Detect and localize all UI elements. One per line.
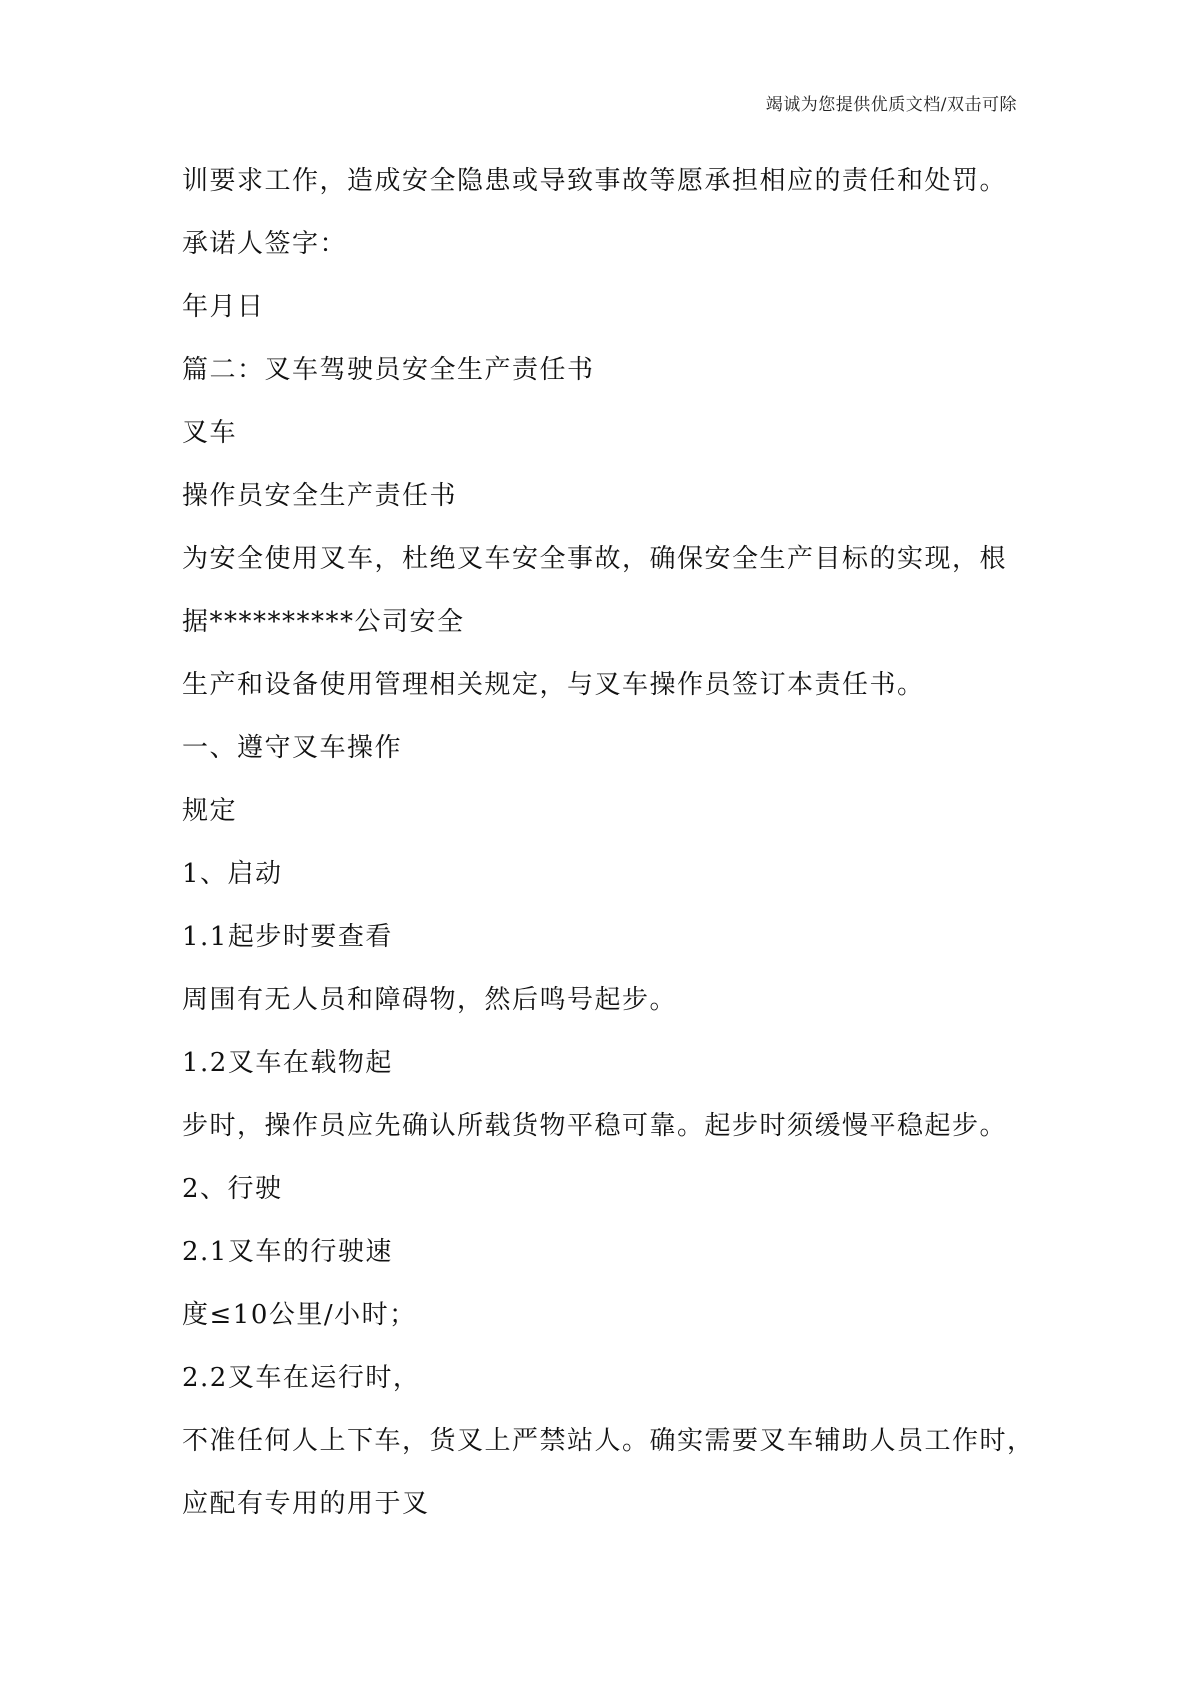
text-line: 不准任何人上下车，货叉上严禁站人。确实需要叉车辅助人员工作时， [182, 1426, 1035, 1456]
text-line: 为安全使用叉车，杜绝叉车安全事故，确保安全生产目标的实现，根 [182, 544, 1008, 574]
text-line: 承诺人签字： [182, 229, 348, 259]
text-line: 1.1起步时要查看 [182, 922, 393, 952]
text-line: 应配有专用的用于叉 [182, 1489, 430, 1519]
text-line: 生产和设备使用管理相关规定，与叉车操作员签订本责任书。 [182, 670, 925, 700]
text-line: 规定 [182, 796, 238, 826]
text-line: 2.2叉车在运行时， [182, 1363, 421, 1393]
text-line: 叉车 [182, 418, 238, 448]
text-line: 2、行驶 [182, 1174, 283, 1204]
text-line: 度≤10公里/小时； [182, 1300, 417, 1330]
text-line: 一、遵守叉车操作 [182, 733, 403, 763]
text-line: 据**********公司安全 [182, 607, 465, 637]
text-line: 训要求工作，造成安全隐患或导致事故等愿承担相应的责任和处罚。 [182, 166, 1008, 196]
header-note: 竭诚为您提供优质文档/双击可除 [765, 95, 1017, 115]
text-line: 步时，操作员应先确认所载货物平稳可靠。起步时须缓慢平稳起步。 [182, 1111, 1008, 1141]
text-line: 1、启动 [182, 859, 283, 889]
text-line: 2.1叉车的行驶速 [182, 1237, 393, 1267]
section-title: 篇二：叉车驾驶员安全生产责任书 [182, 355, 595, 385]
text-line: 年月日 [182, 292, 265, 322]
text-line: 1.2叉车在载物起 [182, 1048, 393, 1078]
document-body [182, 150, 1035, 1536]
text-line: 周围有无人员和障碍物，然后鸣号起步。 [182, 985, 678, 1015]
text-line: 操作员安全生产责任书 [182, 481, 458, 511]
